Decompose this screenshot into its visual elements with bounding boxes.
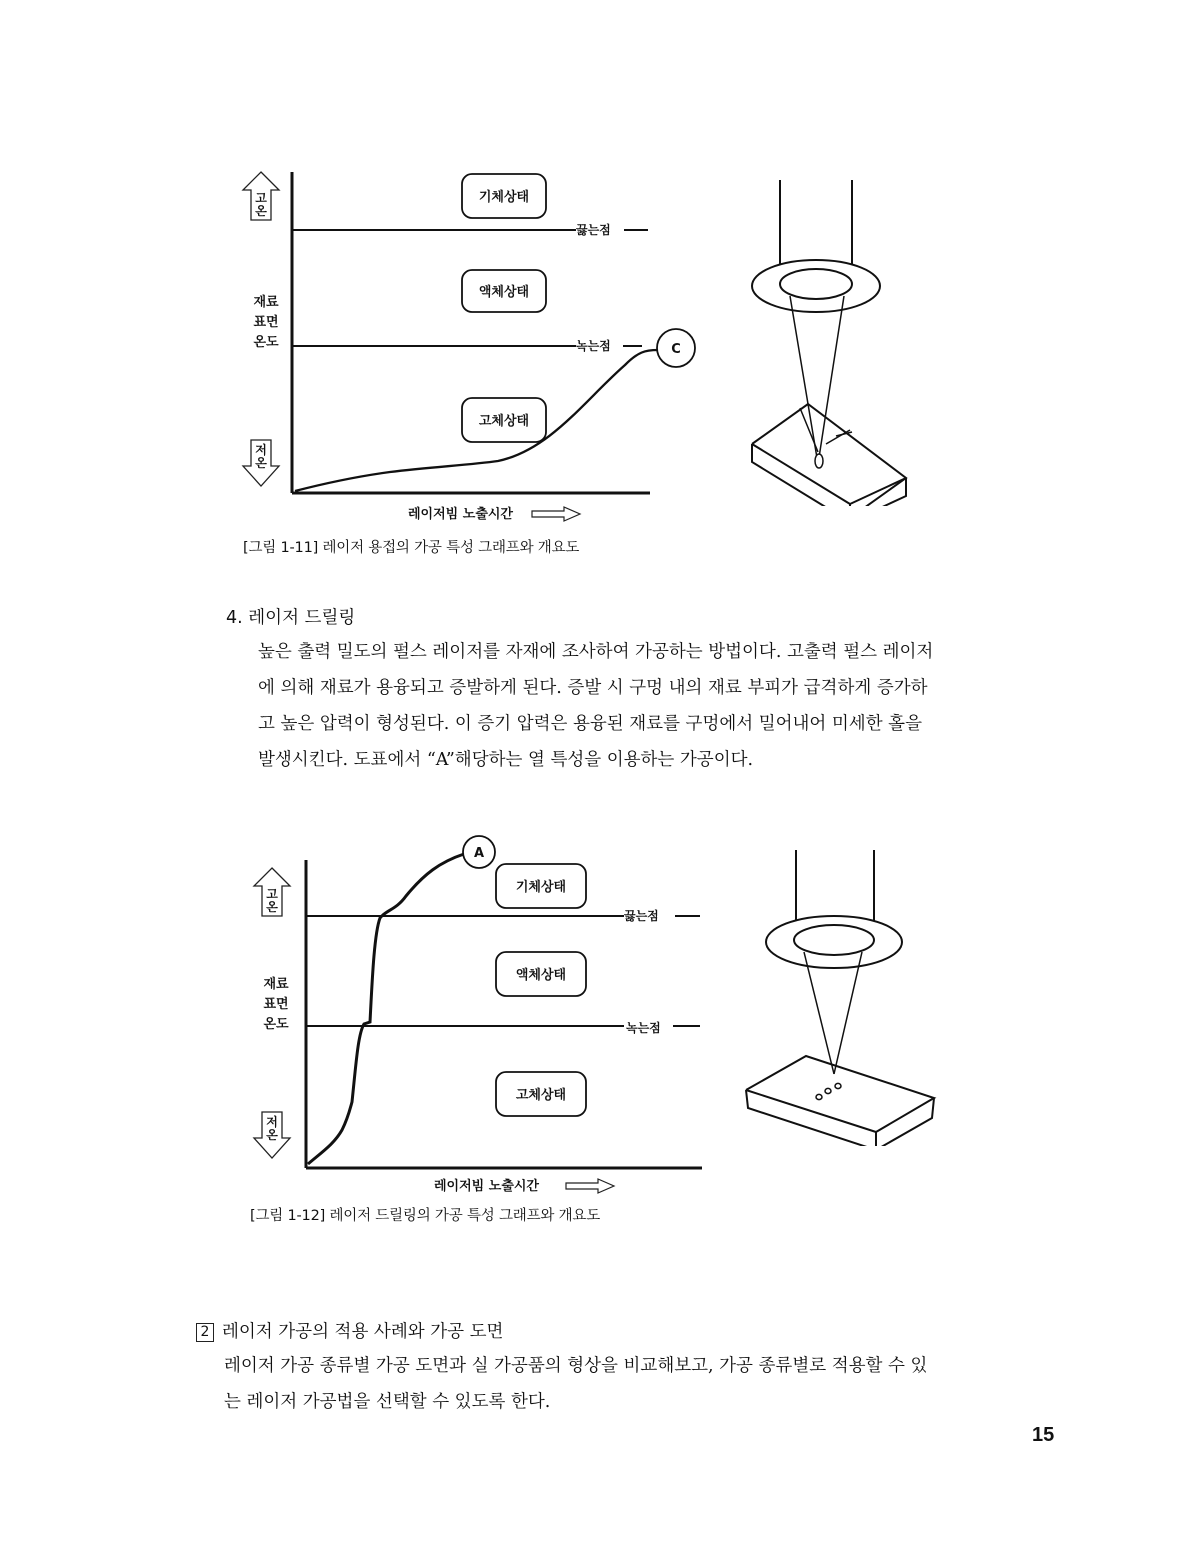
section-4-line-3: 고 높은 압력이 형성된다. 이 증기 압력은 용융된 재료를 구멍에서 밀어내어 미세한 홀을	[258, 714, 922, 734]
low-temp-label-2: 온	[266, 1128, 278, 1142]
drill-hole-icon	[816, 1094, 822, 1099]
x-axis-label: 레이저빔 노출시간	[434, 1179, 539, 1194]
weld-pool-icon	[815, 454, 823, 468]
section-4-line-4: 발생시킨다. 도표에서 “A”해당하는 열 특성을 이용하는 가공이다.	[258, 750, 754, 770]
y-label-line-3: 온도	[263, 1017, 289, 1032]
section-4-paragraph	[258, 634, 1058, 778]
high-temp-label-2: 온	[266, 900, 278, 914]
figure-2-caption: [그림 1-12] 레이저 드릴링의 가공 특성 그래프와 개요도	[250, 1208, 601, 1224]
section-2-paragraph	[224, 1348, 1060, 1420]
low-temp-label-1: 저	[255, 443, 267, 457]
figure-1-caption: [그림 1-11] 레이저 용접의 가공 특성 그래프와 개요도	[243, 540, 580, 556]
high-temp-label-1: 고	[255, 191, 267, 205]
section-4-heading: 4. 레이저 드릴링	[226, 608, 356, 628]
drilling-temperature-graph	[250, 834, 710, 1200]
plate-front-edge	[746, 1090, 876, 1132]
drill-hole-icon	[835, 1083, 841, 1088]
time-arrow-icon	[566, 1179, 614, 1193]
y-label-line-2: 표면	[253, 315, 279, 330]
y-label-line-1: 재료	[253, 295, 279, 310]
section-2-heading-row	[196, 1318, 503, 1343]
marker-label: C	[671, 342, 681, 357]
laser-welding-diagram	[740, 176, 910, 506]
beam-cone-left	[790, 296, 818, 464]
plate-front-edge	[752, 444, 850, 504]
temperature-curve	[308, 854, 464, 1164]
laser-drilling-diagram	[740, 846, 940, 1146]
section-2-heading: 레이저 가공의 적용 사례와 가공 도면	[222, 1322, 504, 1342]
marker-label: A	[473, 846, 485, 861]
lens-inner-icon	[794, 925, 874, 955]
boiling-point-label: 끓는점	[576, 223, 611, 237]
low-temp-label-2: 온	[255, 456, 267, 470]
weld-seam-mid	[826, 430, 850, 444]
high-temp-label-1: 고	[266, 887, 278, 901]
melting-point-label: 녹는점	[626, 1021, 661, 1035]
y-label-line-3: 온도	[253, 335, 279, 350]
boiling-point-label: 끓는점	[624, 909, 659, 923]
low-temp-label-1: 저	[266, 1115, 278, 1129]
x-axis-label: 레이저빔 노출시간	[408, 507, 513, 522]
figure-laser-drilling	[250, 834, 710, 1200]
beam-cone-left	[804, 952, 834, 1074]
figure-laser-welding	[240, 160, 710, 530]
liquid-state-label: 액체상태	[478, 285, 530, 300]
beam-cone-right	[818, 296, 844, 464]
section-number-box: 2	[196, 1323, 214, 1342]
solid-state-label: 고체상태	[515, 1088, 567, 1103]
high-temp-label-2: 온	[255, 204, 267, 218]
gas-state-label: 기체상태	[478, 190, 530, 205]
plate-side-outline	[752, 444, 906, 506]
y-label-line-1: 재료	[263, 977, 289, 992]
time-arrow-icon	[532, 507, 580, 521]
page-number: 15	[1032, 1424, 1055, 1446]
drill-hole-icon	[825, 1088, 831, 1093]
y-label-line-2: 표면	[263, 997, 289, 1012]
melting-point-label: 녹는점	[576, 339, 611, 353]
liquid-state-label: 액체상태	[515, 968, 567, 983]
section-4-line-1: 높은 출력 밀도의 펄스 레이저를 자재에 조사하여 가공하는 방법이다. 고출력 펄스 레이저	[258, 642, 934, 662]
section-2-line-1: 레이저 가공 종류별 가공 도면과 실 가공품의 형상을 비교해보고, 가공 종류별로 적용할 수 있	[224, 1356, 928, 1376]
welding-temperature-graph	[240, 160, 710, 530]
weld-seam-left	[800, 408, 818, 452]
lens-inner-icon	[780, 269, 852, 299]
beam-cone-right	[834, 952, 862, 1074]
section-4-line-2: 에 의해 재료가 용융되고 증발하게 된다. 증발 시 구멍 내의 재료 부피가 급격하게 증가하	[258, 678, 928, 698]
drilling-schematic	[740, 846, 940, 1146]
section-2-line-2: 는 레이저 가공법을 선택할 수 있도록 한다.	[224, 1392, 551, 1412]
gas-state-label: 기체상태	[515, 880, 567, 895]
welding-schematic	[740, 176, 910, 506]
solid-state-label: 고체상태	[478, 414, 530, 429]
